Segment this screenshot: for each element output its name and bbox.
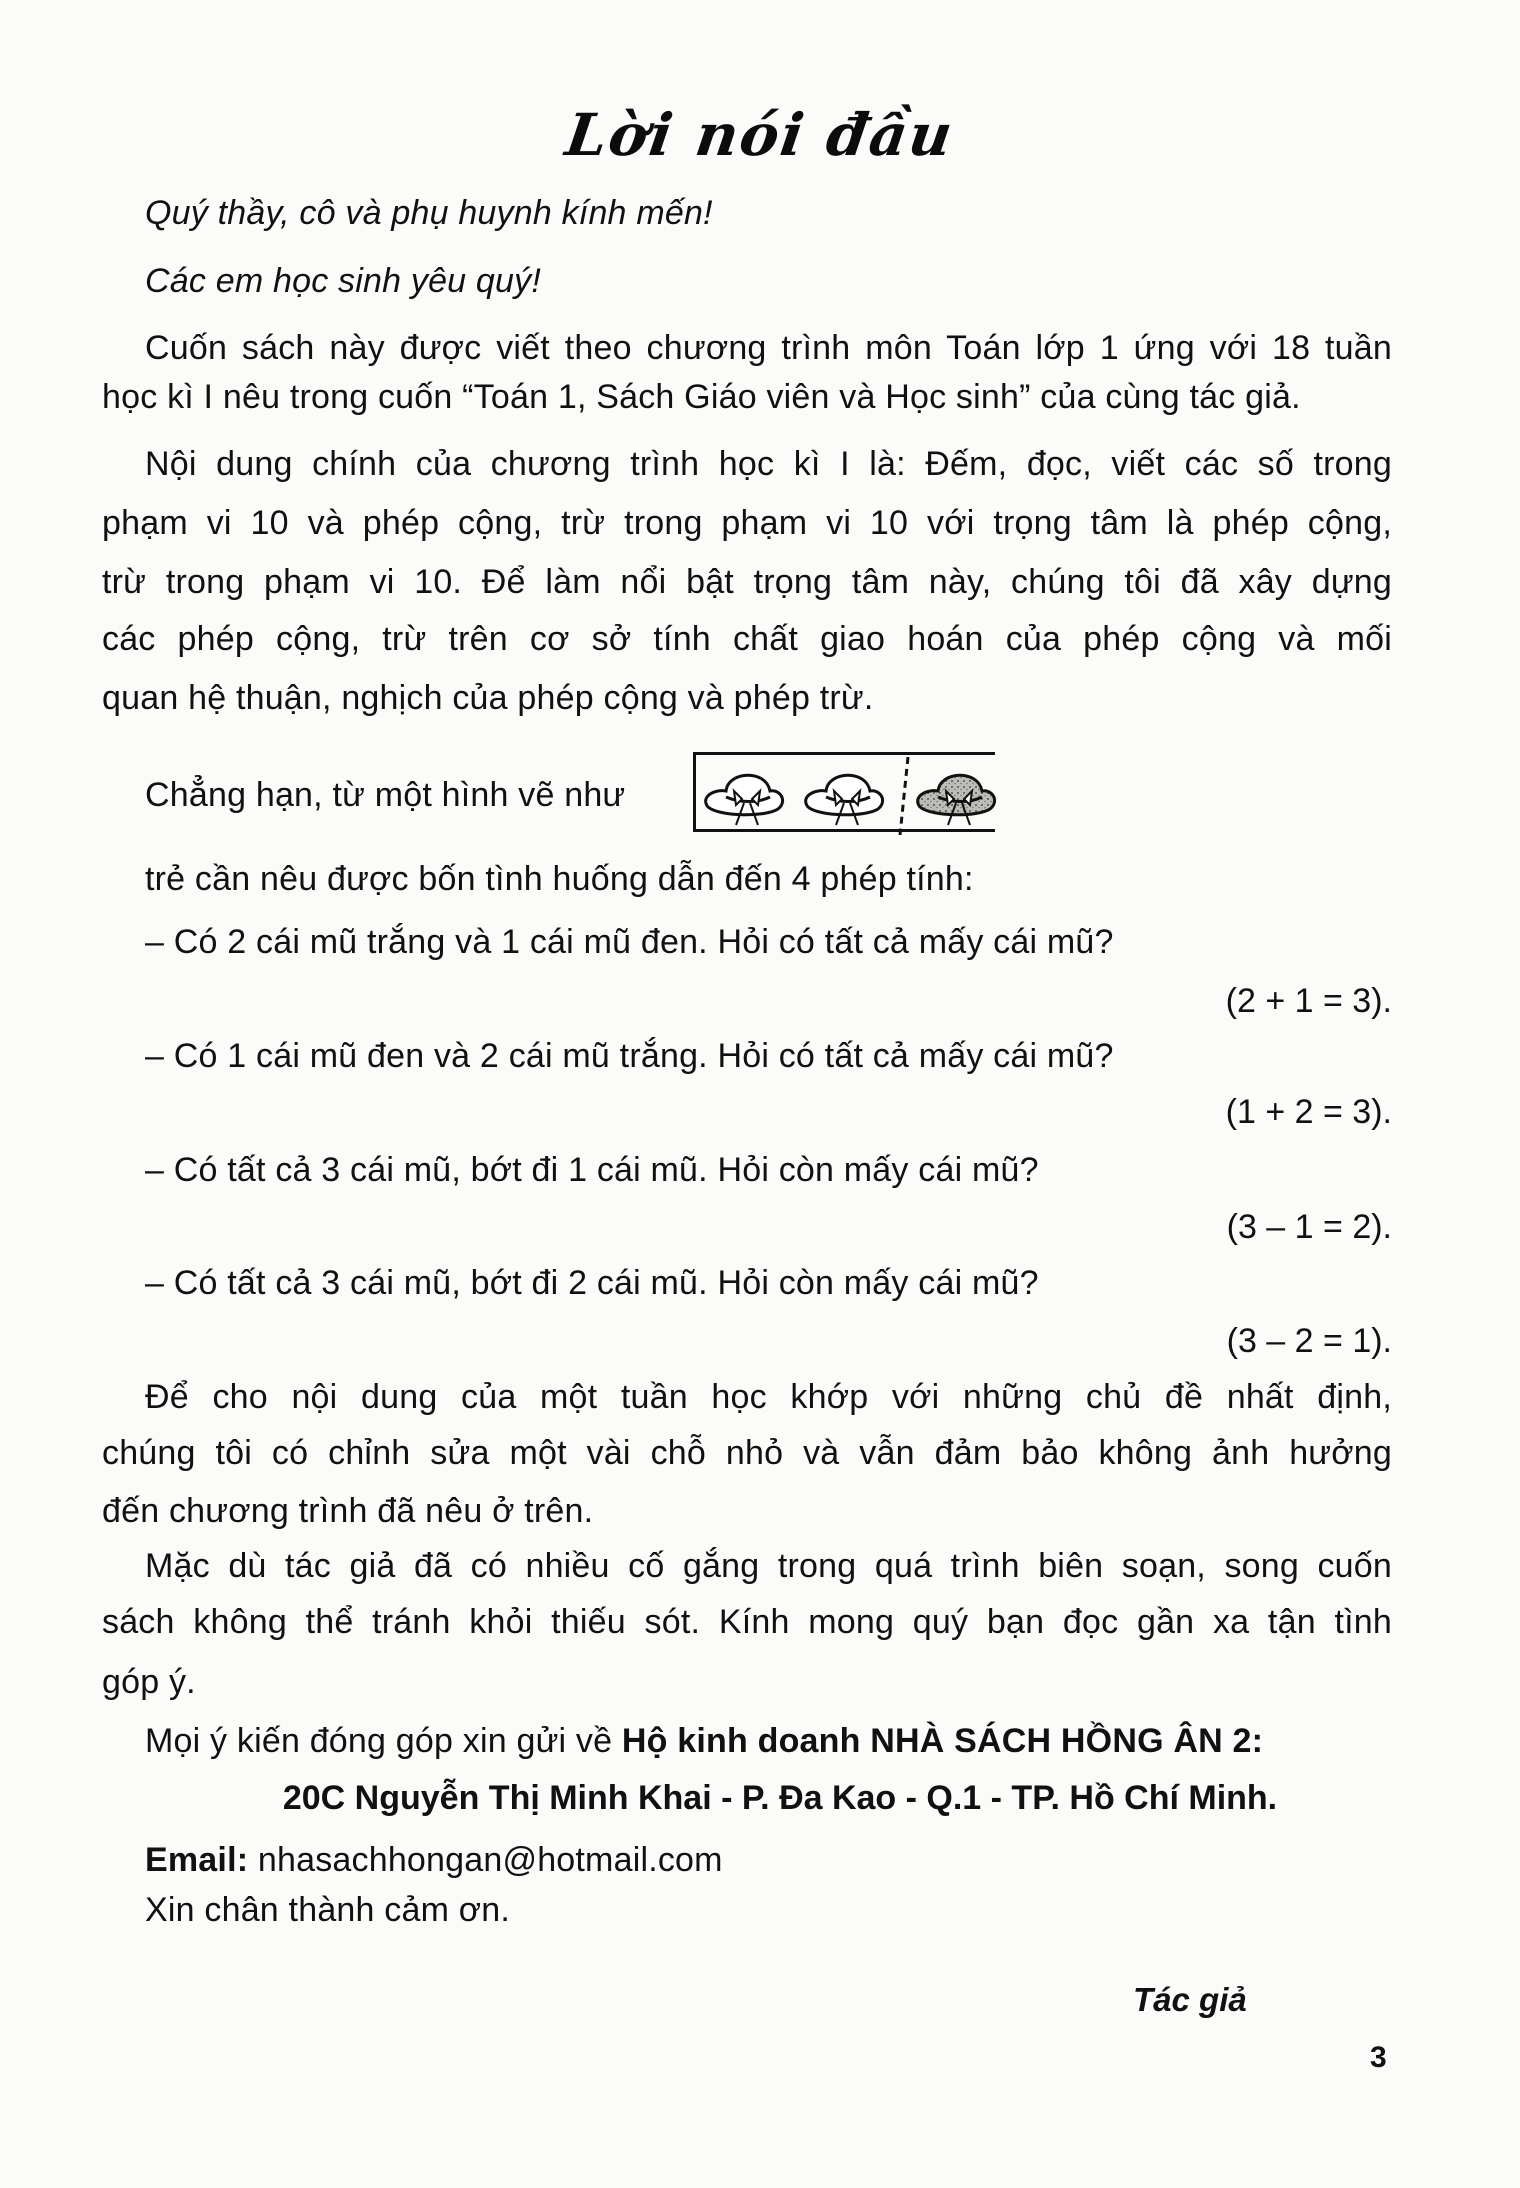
example-question: – Có tất cả 3 cái mũ, bớt đi 2 cái mũ. Hỏi còn mấy cái mũ? [145, 1264, 1039, 1302]
example-question: – Có tất cả 3 cái mũ, bớt đi 1 cái mũ. Hỏi còn mấy cái mũ? [145, 1151, 1039, 1189]
paragraph3-line: Để cho nội dung của một tuần học khớp với những chủ đề nhất định, [145, 1378, 1392, 1416]
email-address[interactable]: nhasachhongan@hotmail.com [248, 1841, 723, 1879]
paragraph2-line: trừ trong phạm vi 10. Để làm nổi bật trọng tâm này, chúng tôi đã xây dựng [102, 563, 1392, 601]
example-question: – Có 1 cái mũ đen và 2 cái mũ trắng. Hỏi có tất cả mấy cái mũ? [145, 1037, 1114, 1075]
thanks-line: Xin chân thành cảm ơn. [145, 1891, 511, 1929]
dark-hat-icon [918, 775, 995, 825]
paragraph1-line: học kì I nêu trong cuốn “Toán 1, Sách Giáo viên và Học sinh” của cùng tác giả. [102, 378, 1301, 416]
example-question: – Có 2 cái mũ trắng và 1 cái mũ đen. Hỏi có tất cả mấy cái mũ? [145, 923, 1114, 961]
example-lead: trẻ cần nêu được bốn tình huống dẫn đến 4 phép tính: [145, 860, 974, 898]
publisher-address: 20C Nguyễn Thị Minh Khai - P. Đa Kao - Q.1 - TP. Hồ Chí Minh. [282, 1779, 1278, 1817]
email-label: Email: [145, 1841, 249, 1879]
example-equation: (1 + 2 = 3). [1225, 1093, 1392, 1131]
paragraph2-line: các phép cộng, trừ trên cơ sở tính chất giao hoán của phép cộng và mối [102, 620, 1392, 658]
dashed-divider [900, 757, 908, 835]
paragraph2-line: phạm vi 10 và phép cộng, trừ trong phạm vi 10 với trọng tâm là phép cộng, [102, 504, 1392, 542]
paragraph3-line: đến chương trình đã nêu ở trên. [102, 1492, 594, 1530]
paragraph3-line: chúng tôi có chỉnh sửa một vài chỗ nhỏ và vẫn đảm bảo không ảnh hưởng [102, 1434, 1392, 1472]
greeting-students: Các em học sinh yêu quý! [145, 262, 541, 300]
publisher-name: Hộ kinh doanh NHÀ SÁCH HỒNG ÂN 2: [621, 1722, 1264, 1760]
example-equation: (3 – 2 = 1). [1226, 1322, 1392, 1360]
paragraph2-line: quan hệ thuận, nghịch của phép cộng và phép trừ. [102, 679, 874, 717]
contact-intro: Mọi ý kiến đóng góp xin gửi về [145, 1722, 622, 1760]
page-title: Lời nói đầu [561, 101, 959, 169]
example-intro: Chẳng hạn, từ một hình vẽ như [145, 776, 626, 814]
hats-figure [693, 752, 995, 832]
hats-illustration-icon [696, 755, 998, 835]
contact-line [145, 1721, 1392, 1761]
paragraph4-line: sách không thể tránh khỏi thiếu sót. Kính mong quý bạn đọc gần xa tận tình [102, 1603, 1392, 1641]
page-number: 3 [1370, 2041, 1387, 2074]
author-signature: Tác giả [1133, 1981, 1247, 2018]
white-hat-icon [706, 775, 783, 825]
example-equation: (2 + 1 = 3). [1225, 982, 1392, 1020]
paragraph2-line: Nội dung chính của chương trình học kì I là: Đếm, đọc, viết các số trong [145, 445, 1392, 483]
example-equation: (3 – 1 = 2). [1226, 1208, 1392, 1246]
email-line [145, 1840, 1392, 1880]
paragraph1-line: Cuốn sách này được viết theo chương trình môn Toán lớp 1 ứng với 18 tuần [145, 329, 1392, 367]
greeting-teachers-parents: Quý thầy, cô và phụ huynh kính mến! [145, 194, 713, 232]
paragraph4-line: Mặc dù tác giả đã có nhiều cố gắng trong quá trình biên soạn, song cuốn [145, 1547, 1392, 1585]
paragraph4-line: góp ý. [102, 1663, 196, 1701]
white-hat-icon [806, 775, 883, 825]
